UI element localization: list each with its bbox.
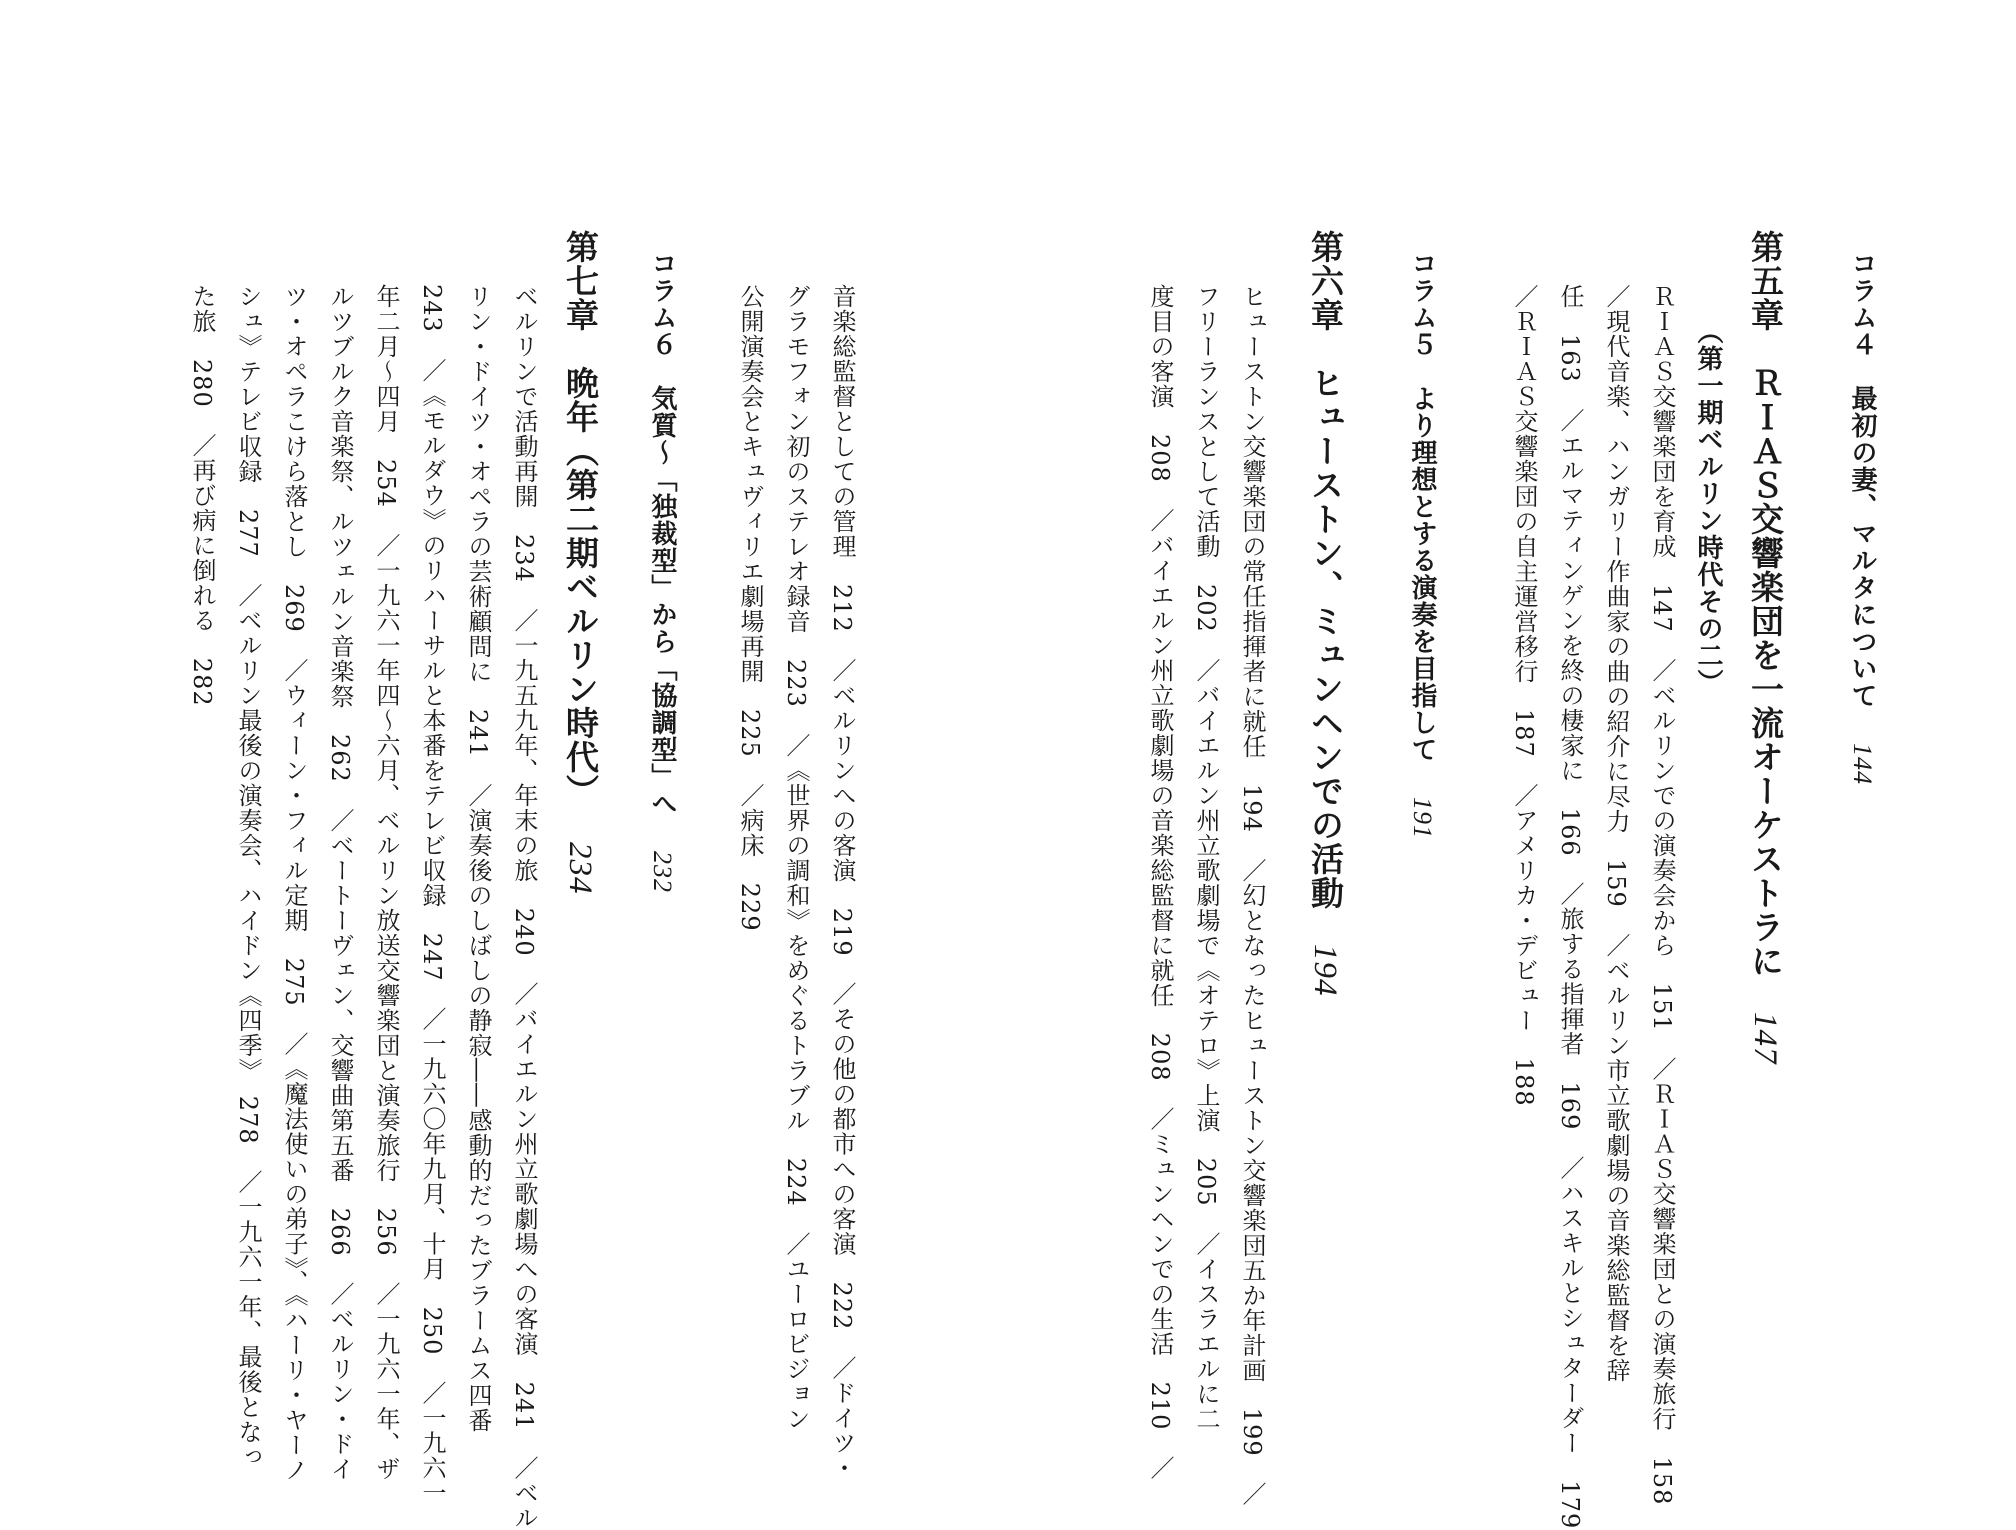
toc-column6-title: コラム６ 気質～「独裁型」から「協調型」へ (647, 250, 677, 817)
toc-column5-page: 191 (1408, 797, 1437, 839)
toc-chapter5-line-4: ／ＲＩＡＳ交響楽団の自主運営移行 187 ／アメリカ・デビュー 188 (1510, 284, 1538, 1107)
toc-column4 (1840, 250, 1884, 785)
toc-chapter5-line-3: 任 163 ／エルマティンゲンを終の棲家に 166 ／旅する指揮者 169 ／ハスキルとシュターダー 179 (1556, 284, 1584, 1530)
toc-chapter6 (1300, 230, 1350, 997)
toc-column6-page: 232 (648, 851, 677, 893)
toc-chapter7-page: 234 (562, 842, 598, 895)
toc-chapter5-title: 第五章 ＲＩＡＳ交響楽団を一流オーケストラに (1746, 230, 1785, 978)
toc-column5 (1400, 250, 1444, 839)
toc-chapter7 (555, 230, 605, 895)
toc-column6 (640, 250, 684, 893)
toc-chapter7-line-6: ツ・オペラこけら落とし 269 ／ウィーン・フィル定期 275 ／《魔法使いの弟子》、《ハーリ・ヤーノ (280, 284, 308, 1483)
toc-chapter6-title: 第六章 ヒューストン、ミュンヘンでの活動 (1306, 230, 1345, 910)
toc-chapter7-line-3: 243 ／《モルダウ》のリハーサルと本番をテレビ収録 247 ／一九六〇年九月、十月 250 ／一九六一 (418, 284, 446, 1506)
toc-chapter5 (1740, 230, 1790, 1065)
toc-chapter6-page: 194 (1307, 944, 1343, 997)
toc-chapter6-line-2: フリーランスとして活動 202 ／バイエルン州立歌劇場で《オテロ》上演 205 ／イスラエルに二 (1192, 284, 1220, 1432)
toc-chapter5-subtitle: （第一期ベルリン時代その二） (1693, 318, 1723, 696)
toc-column4-page: 144 (1848, 743, 1877, 785)
toc-chapter6-cont-line-1: 音楽総監督としての管理 212 ／ベルリンへの客演 219 ／その他の都市への客演 222 ／ドイツ・ (828, 284, 856, 1481)
toc-chapter7-line-2: リン・ドイツ・オペラの芸術顧問に 241 ／演奏後のしばしの静寂――感動的だったブラームス四番 (464, 284, 492, 1433)
toc-column4-title: コラム４ 最初の妻、マルタについて (1847, 250, 1877, 709)
toc-chapter7-line-7: シュ》テレビ収録 277 ／ベルリン最後の演奏会、ハイドン《四季》 278 ／一九六一年、最後となっ (234, 284, 262, 1470)
toc-column5-title: コラム５ より理想とする演奏を目指して (1407, 250, 1437, 763)
toc-chapter6-line-3: 度目の客演 208 ／バイエルン州立歌劇場の音楽総監督に就任 208 ／ミュンヘンでの生活 210 ／ (1146, 284, 1174, 1481)
toc-chapter7-line-4: 年二月～四月 254 ／一九六一年四～六月、ベルリン放送交響楽団と演奏旅行 256 ／一九六一年、ザ (372, 284, 400, 1482)
toc-chapter7-title: 第七章 晩年（第二期ベルリン時代） (561, 230, 600, 808)
toc-chapter7-line-8: た旅 280 ／再び病に倒れる 282 (188, 284, 216, 707)
toc-chapter6-cont-line-2: グラモフォン初のステレオ録音 223 ／《世界の調和》をめぐるトラブル 224 ／ユーロビジョン (782, 284, 810, 1432)
toc-chapter7-line-1: ベルリンで活動再開 234 ／一九五九年、年末の旅 240 ／バイエルン州立歌劇場への客演 241 ／ベル (510, 284, 538, 1530)
toc-chapter6-cont-line-3: 公開演奏会とキュヴィリエ劇場再開 225 ／病床 229 (736, 284, 764, 932)
toc-chapter5-page: 147 (1747, 1012, 1783, 1065)
toc-chapter5-line-1: ＲＩＡＳ交響楽団を育成 147 ／ベルリンでの演奏会から 151 ／ＲＩＡＳ交響楽団との演奏旅行 158 (1648, 284, 1676, 1506)
toc-chapter6-line-1: ヒューストン交響楽団の常任指揮者に就任 194 ／幻となったヒューストン交響楽団五か年計画 199 ／ (1238, 284, 1266, 1507)
toc-chapter7-line-5: ルツブルク音楽祭、ルツェルン音楽祭 262 ／ベートーヴェン、交響曲第五番 266 ／ベルリン・ドイ (326, 284, 354, 1482)
toc-chapter5-line-2: ／現代音楽、ハンガリー作曲家の曲の紹介に尽力 159 ／ベルリン市立歌劇場の音楽総監督を辞 (1602, 284, 1630, 1383)
